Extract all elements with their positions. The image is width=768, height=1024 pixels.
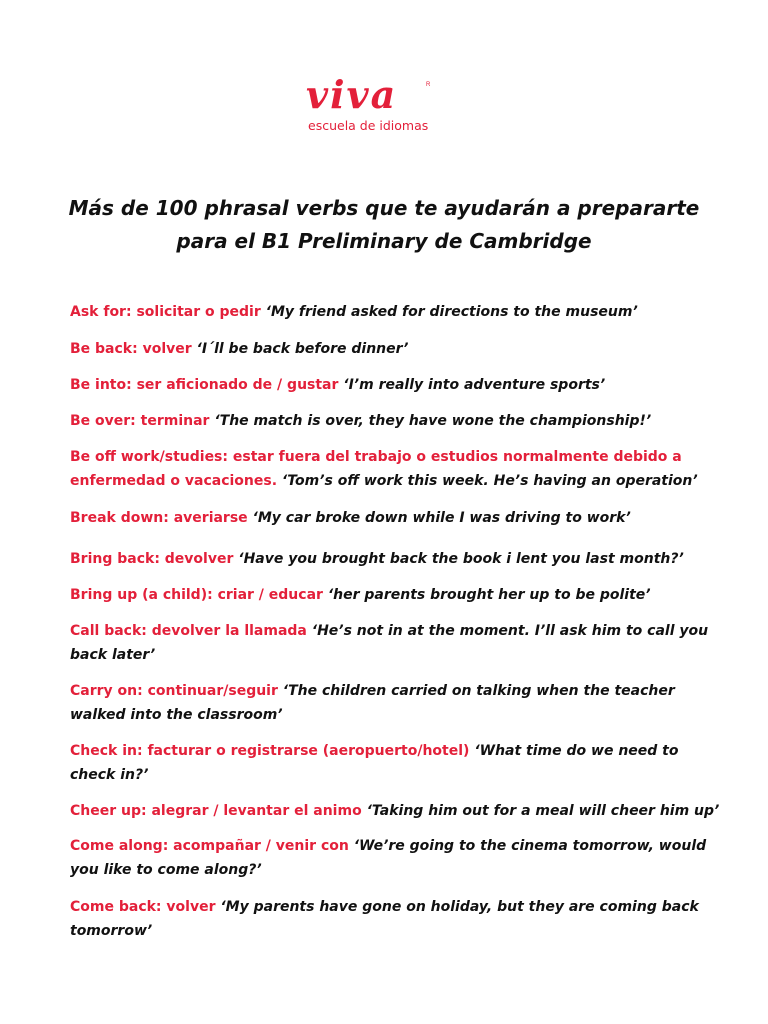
phrasal-verb-term: Come back: volver [70,899,216,915]
example-sentence: ‘Tom’s off work this week. He’s having an operation’ [281,472,698,489]
example-sentence: ‘My parents have gone on holiday, but they are coming back tomorrow’ [70,899,699,939]
phrasal-verb-term: Be back: volver [70,341,192,357]
list-item [70,548,720,572]
phrasal-verb-term: Break down: averiarse [70,510,248,526]
phrasal-verb-term: Be into: ser aficionado de / gustar [70,377,339,393]
phrasal-verb-term: Call back: devolver la llamada [70,623,307,639]
example-sentence: ‘The children carried on talking when the teacher walked into the classroom’ [70,683,675,723]
list-item [70,835,720,882]
list-item [70,507,720,531]
example-sentence: ‘Have you brought back the book i lent you last month?’ [238,551,684,567]
phrasal-verb-term: Carry on: continuar/seguir [70,683,278,699]
list-item [70,446,720,493]
list-item [70,740,720,787]
list-item [70,301,720,325]
example-sentence: ‘We’re going to the cinema tomorrow, would you like to come along?’ [70,838,707,878]
phrasal-verb-term: Be off work/studies: estar fuera del trabajo o estudios normalmente debido a enfermedad o vacaciones. [70,449,682,489]
list-item [70,410,720,434]
logo-wordmark: viva [306,72,398,117]
example-sentence: ‘What time do we need to check in?’ [70,743,679,783]
list-item [70,620,720,667]
logo-tagline: escuela de idiomas [308,118,429,133]
phrasal-verb-term: Check in: facturar o registrarse (aeropuerto/hotel) [70,743,470,759]
list-item [70,374,720,398]
list-item [70,680,720,727]
phrasal-verb-term: Bring up (a child): criar / educar [70,587,323,603]
page-title: Más de 100 phrasal verbs que te ayudarán a prepararte para el B1 Preliminary de Cambridge [68,196,700,253]
list-item [70,338,720,362]
example-sentence: ‘her parents brought her up to be polite’ [327,587,651,603]
list-item [70,800,720,824]
phrasal-verb-term: Be over: terminar [70,413,210,429]
example-sentence: ‘He’s not in at the moment. I’ll ask him to call you back later’ [70,623,709,663]
list-item [70,584,720,608]
phrasal-verb-term: Come along: acompañar / venir con [70,838,349,854]
phrasal-verb-term: Bring back: devolver [70,551,234,567]
phrasal-verb-term: Cheer up: alegrar / levantar el animo [70,803,362,819]
phrasal-verb-term: Ask for: solicitar o pedir [70,304,261,320]
example-sentence: ‘Taking him out for a meal will cheer him up’ [366,803,720,819]
example-sentence: ‘I’m really into adventure sports’ [343,377,606,393]
list-item [70,896,720,943]
brand-logo [306,72,436,133]
example-sentence: ‘I´ll be back before dinner’ [196,341,409,357]
example-sentence: ‘The match is over, they have wone the championship!’ [214,413,652,429]
example-sentence: ‘My friend asked for directions to the museum’ [265,304,638,320]
example-sentence: ‘My car broke down while I was driving to work’ [252,510,631,526]
registered-mark: R [426,82,431,88]
